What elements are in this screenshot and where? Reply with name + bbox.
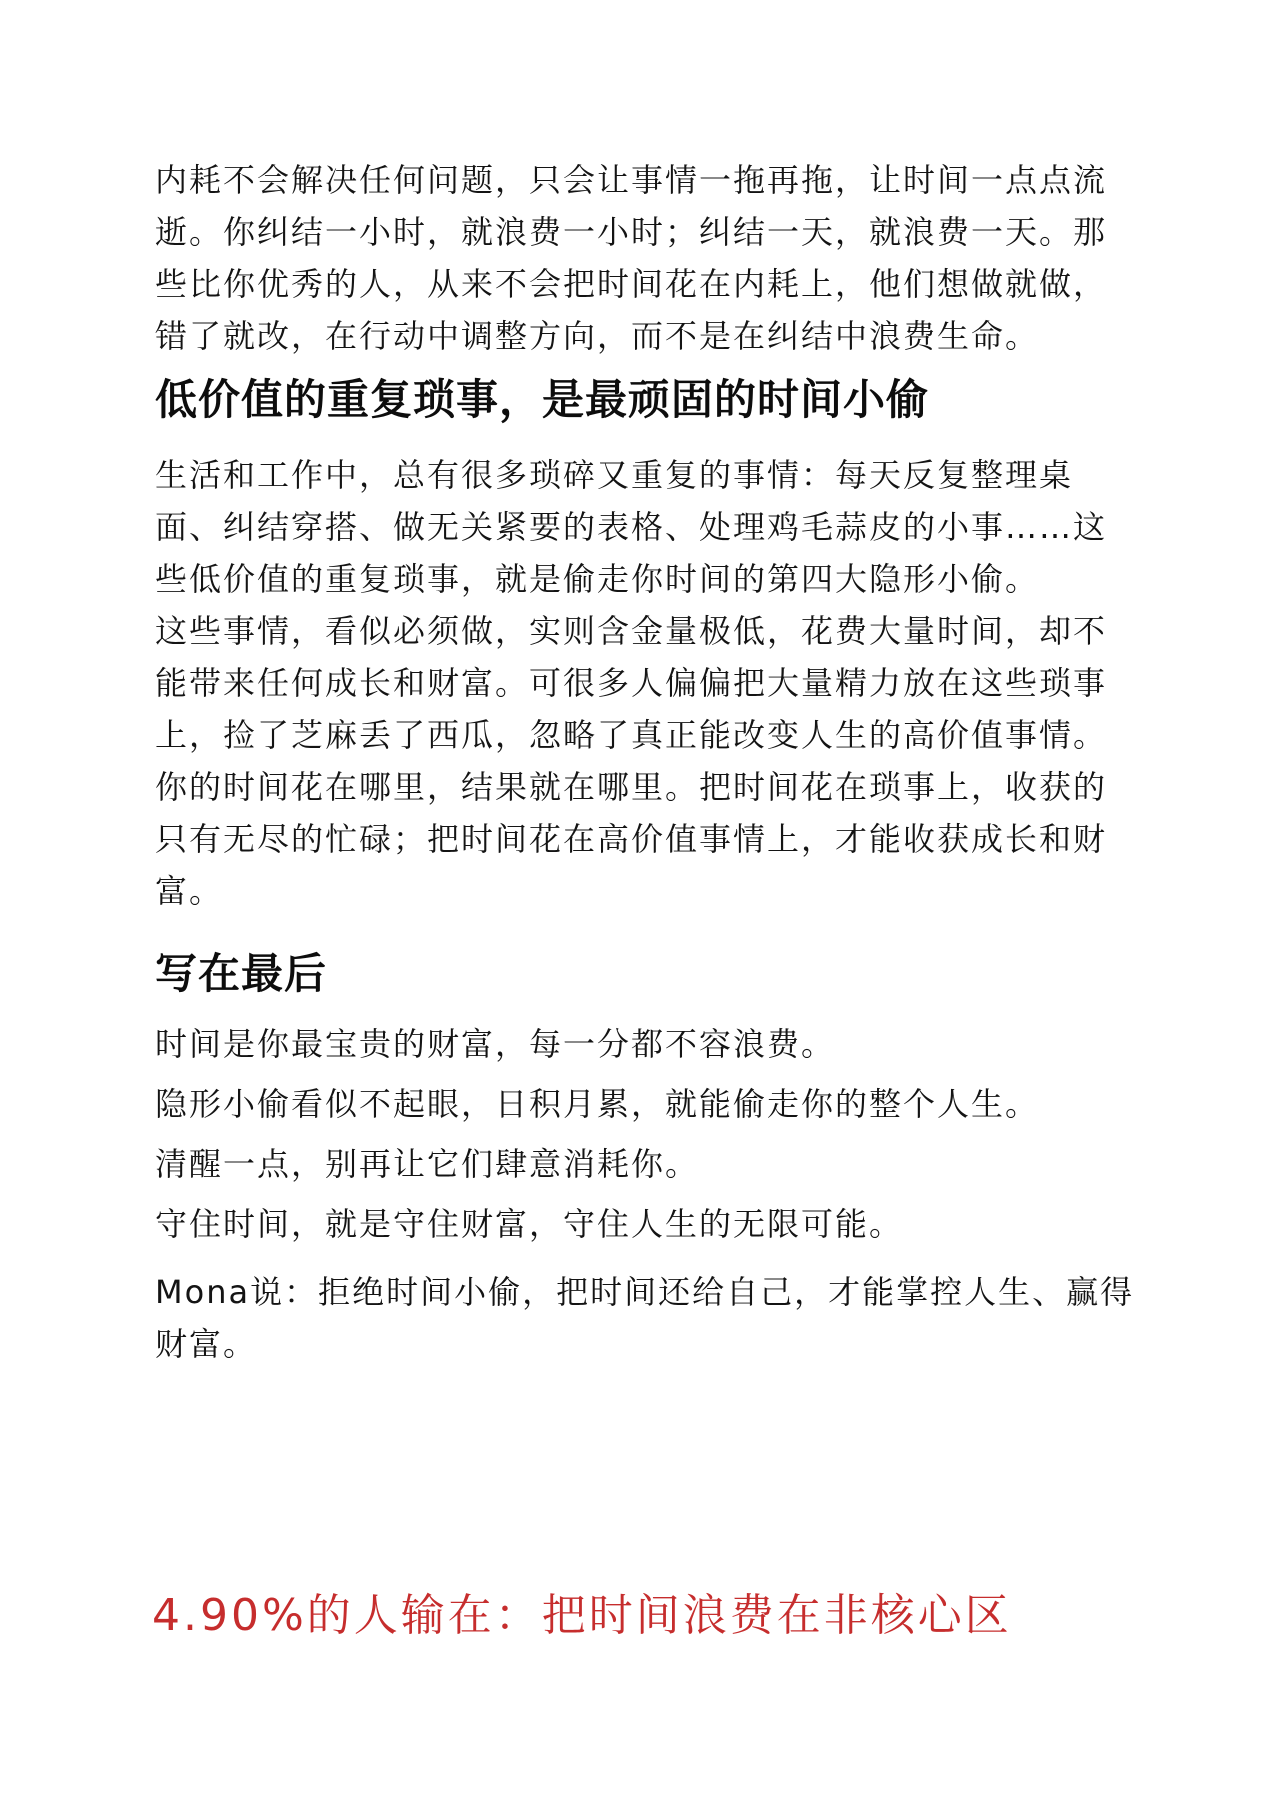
conclusion-line-3: 清醒一点，别再让它们肆意消耗你。 <box>155 1145 700 1183</box>
mona-closing-quote: Mona说：拒绝时间小偷，把时间还给自己，才能掌控人生、赢得 财富。 <box>155 1273 1135 1363</box>
conclusion-line-2: 隐形小偷看似不起眼，日积月累，就能偷走你的整个人生。 <box>155 1085 1040 1123</box>
intro-paragraph: 内耗不会解决任何问题，只会让事情一拖再拖，让时间一点点流逝。你纠结一小时，就浪费一小时；纠结一天，就浪费一天。那些比你优秀的人，从来不会把时间花在内耗上，他们想做就做，错了就改，在行动中调整方向，而不是在纠结中浪费生命。 <box>155 161 1108 355</box>
trivial-tasks-paragraph-2: 这些事情，看似必须做，实则含金量极低，花费大量时间，却不能带来任何成长和财富。可很多人偏偏把大量精力放在这些琐事上，捡了芝麻丢了西瓜，忽略了真正能改变人生的高价值事情。 <box>155 612 1108 754</box>
conclusion-line-4: 守住时间，就是守住财富，守住人生的无限可能。 <box>155 1205 904 1243</box>
section-heading-trivial-tasks: 低价值的重复琐事，是最顽固的时间小偷 <box>155 375 930 424</box>
next-section-heading: 4.90%的人输在：把时间浪费在非核心区 <box>152 1590 1012 1641</box>
conclusion-line-1: 时间是你最宝贵的财富，每一分都不容浪费。 <box>155 1025 836 1063</box>
trivial-tasks-paragraph-3: 你的时间花在哪里，结果就在哪里。把时间花在琐事上，收获的只有无尽的忙碌；把时间花在高价值事情上，才能收获成长和财富。 <box>155 768 1108 910</box>
section-heading-conclusion: 写在最后 <box>155 949 328 998</box>
trivial-tasks-paragraph-1: 生活和工作中，总有很多琐碎又重复的事情：每天反复整理桌面、纠结穿搭、做无关紧要的表格、处理鸡毛蒜皮的小事……这些低价值的重复琐事，就是偷走你时间的第四大隐形小偷。 <box>155 456 1108 598</box>
